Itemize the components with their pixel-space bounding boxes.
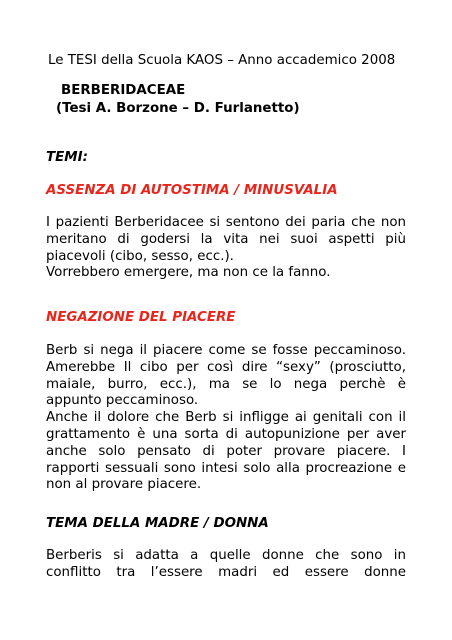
paragraph-line: conflitto tra l’essere madri ed essere donne [46,564,406,580]
paragraph-line: meritano di godersi la vita nei suoi aspetti più [46,231,406,247]
document-title: BERBERIDACEAE [61,83,186,98]
section-body-madre [46,548,406,582]
section-body-autostima [46,215,406,282]
paragraph-line: non al provare piacere. [46,477,202,493]
paragraph-line: Amerebbe Il cibo per così dire “sexy” (prosciutto, [46,359,406,375]
paragraph-line: maiale, burro, ecc.), ma se lo nega perchè è [46,376,406,392]
temi-label: TEMI: [46,150,88,165]
paragraph-line: rapporti sessuali sono intesi solo alla procreazione e [46,460,406,476]
paragraph-line: I pazienti Berberidacee si sentono dei paria che non [46,215,406,230]
paragraph-line: grattamento è una sorta di autopunizione per aver [46,426,406,442]
paragraph-line: anche solo pensato di poter provare piacere. I [46,443,406,459]
paragraph-line: piacevoli (cibo, sesso, ecc.). [46,248,234,264]
section-title-piacere: NEGAZIONE DEL PIACERE [46,310,236,325]
section-title-madre: TEMA DELLA MADRE / DONNA [46,516,269,531]
section-title-autostima: ASSENZA DI AUTOSTIMA / MINUSVALIA [46,183,338,198]
paragraph-line: appunto peccaminoso. [46,393,199,409]
document-authors: (Tesi A. Borzone – D. Furlanetto) [56,101,300,116]
paragraph-line: Berb si nega il piacere come se fosse peccaminoso. [46,343,406,358]
section-body-piacere [46,343,406,494]
paragraph-line: Anche il dolore che Berb si infligge ai genitali con il [46,410,406,426]
paragraph-line: Berberis si adatta a quelle donne che sono in [46,548,406,563]
paragraph-line: Vorrebbero emergere, ma non ce la fanno. [46,265,331,281]
school-header: Le TESI della Scuola KAOS – Anno accademico 2008 [48,53,396,68]
